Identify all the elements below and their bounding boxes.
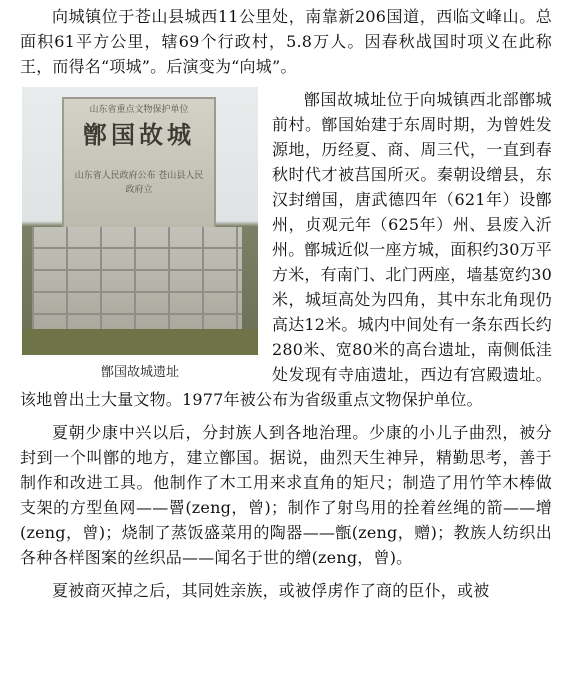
figure-caption: 鄫国故城遗址 — [100, 365, 179, 380]
grass-ground — [22, 329, 258, 355]
stele-photo — [22, 87, 258, 355]
paragraph-xia-history: 夏朝少康中兴以后，分封族人到各地治理。少康的小儿子曲烈，被分封到一个叫鄫的地方，建立鄫国。据说，曲烈天生神异，精勤思考，善于制作和改进工具。他制作了木工用来求直角的矩尺；制造了用竹竿木棒做支架的方型鱼网——罾(zeng，曾)；制作了射鸟用的拴着丝绳的箭——增(zeng，曾)；烧制了蒸饭盛菜用的陶器——甑(zeng，赠)；教族人纺织出各种各样图案的丝织品——闻名于世的缯(zeng，曾)。 — [20, 423, 552, 567]
stele-title: 鄫国故城 — [83, 121, 195, 149]
paragraph-intro: 向城镇位于苍山县城西11公里处，南靠新206国道，西临文峰山。总面积61平方公里，辖69个行政村，5.8万人。因春秋战国时项义在此称王，而得名“项城”。后演变为“向城”。 — [20, 7, 552, 76]
figure-ruins-photo — [20, 87, 260, 383]
stele-base — [32, 227, 242, 337]
paragraph-zeng-ruins: 鄫国故城址位于向城镇西北部鄫城前村。鄫国始建于东周时期，为曾姓发源地，历经夏、商、周三代，一直到春秋时代才被莒国所灭。秦朝设缯县，东汉封缯国，唐武德四年（621年）设鄫州，贞观元年（625年）州、县废入沂州。鄫城近似一座方城，面积约30万平方米，有南门、北门两座，墙基宽约30米，城垣高处为四角，其中东北角现仍高达12米。城内中间处有一条东西长约280米、宽80米的高台遗址，南侧低洼处发现有寺庙遗址，西边有宫殿遗址。该地曾出土大量文物。1977年被公布为省级重点文物保护单位。 — [20, 90, 552, 409]
stele-sub-inscription: 山东省人民政府公布 苍山县人民政府立 — [74, 171, 204, 195]
stele-top-inscription: 山东省重点文物保护单位 — [89, 105, 189, 115]
paragraph-shang-fall: 夏被商灭掉之后，其同姓亲族，或被俘虏作了商的臣仆，或被 — [52, 581, 490, 600]
